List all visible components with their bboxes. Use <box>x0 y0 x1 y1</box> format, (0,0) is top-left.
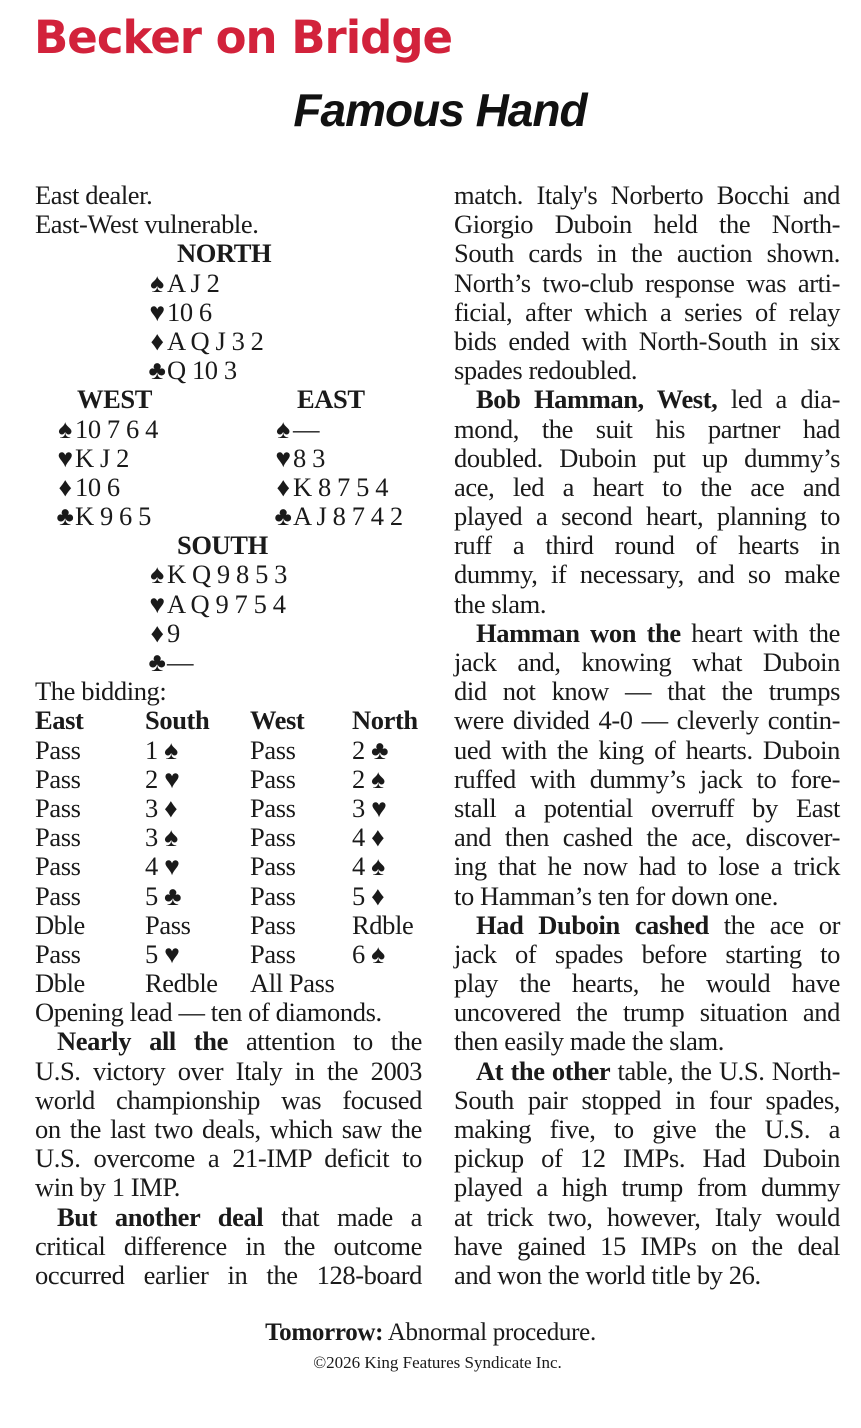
n-clubs-cards: Q 10 3 <box>167 355 237 386</box>
bid-cell: 1 ♠ <box>145 734 178 765</box>
west-label: WEST <box>77 384 152 415</box>
bid-cell: 4 ♥ <box>145 851 180 882</box>
w-diamonds-cards: 10 6 <box>75 471 120 502</box>
bid-cell: 2 ♣ <box>352 734 389 765</box>
e-hearts-holding <box>273 444 325 473</box>
body-text-line <box>454 1144 840 1173</box>
body-text-line <box>454 998 840 1027</box>
south-hearts-line <box>35 590 422 619</box>
bidding-row <box>35 823 422 852</box>
body-text: spades redoubled. <box>454 355 638 386</box>
bid-cell: Pass <box>250 734 296 765</box>
body-text: were divided 4-0 — cleverly contin- <box>454 705 840 736</box>
s-spades-holding <box>147 560 287 589</box>
body-text: bids ended with North-South in six <box>454 325 840 356</box>
hearts-suit-icon: ♥ <box>149 296 165 327</box>
opening-lead-line <box>35 998 422 1027</box>
paragraph-lead-in: But another deal <box>57 1201 264 1232</box>
body-text-line <box>35 1115 422 1144</box>
bid-cell: 3 ♠ <box>145 822 178 853</box>
bid-cell: Pass <box>35 938 81 969</box>
north-clubs-line <box>35 356 422 385</box>
dealer-text: East dealer. <box>35 180 153 210</box>
body-text-line <box>35 1261 422 1290</box>
body-text: table, the U.S. North- <box>610 1055 841 1086</box>
body-text: at trick two, however, Italy would <box>454 1201 840 1232</box>
body-text: making five, to give the U.S. a <box>454 1114 840 1144</box>
east-label: EAST <box>297 384 365 415</box>
body-text-line <box>454 502 840 531</box>
west-east-hearts-line <box>35 444 422 473</box>
clubs-suit-icon: ♣ <box>274 501 292 532</box>
west-east-spades-line <box>35 415 422 444</box>
paragraph-lead-in: Hamman won the <box>476 617 681 648</box>
body-text: then easily made the slam. <box>454 1026 724 1057</box>
body-text: South cards in the auction shown. <box>454 238 840 269</box>
body-text: played a second heart, planning to <box>454 501 840 532</box>
n-spades-cards: A J 2 <box>167 267 220 298</box>
body-text-line <box>454 648 840 677</box>
bid-cell: Rdble <box>352 909 414 940</box>
bidding-header-east: East <box>35 705 84 736</box>
bid-cell: Dble <box>35 909 85 940</box>
bid-cell: 3 ♦ <box>145 792 178 823</box>
n-diamonds-holding <box>147 327 264 356</box>
body-text: did not know — that the trumps <box>454 676 840 707</box>
body-text: North’s two-club response was arti- <box>454 267 840 298</box>
paragraph-lead-in: Bob Hamman, West, <box>476 384 718 415</box>
body-text-line <box>454 882 840 911</box>
body-text-line <box>454 1232 840 1261</box>
paragraph-lead-in: At the other <box>476 1055 611 1086</box>
body-text-line <box>454 531 840 560</box>
south-clubs-line <box>35 648 422 677</box>
spades-suit-icon: ♠ <box>150 267 164 298</box>
body-text-line <box>35 1232 422 1261</box>
bid-cell: Pass <box>250 909 296 940</box>
body-text-line <box>35 1173 422 1202</box>
w-diamonds-holding <box>55 473 120 502</box>
bid-cell: All Pass <box>250 968 335 999</box>
body-text-line <box>454 385 840 414</box>
s-diamonds-holding <box>147 619 180 648</box>
s-clubs-holding <box>147 648 193 677</box>
body-text-line <box>35 1144 422 1173</box>
body-text: ing that he now had to lose a trick <box>454 851 840 882</box>
west-east-label-line <box>35 385 422 414</box>
body-text-line <box>454 181 840 210</box>
bidding-header-north: North <box>352 705 418 736</box>
dealer-line <box>35 181 422 210</box>
left-column <box>35 181 422 1290</box>
body-text: jack and, knowing what Duboin <box>454 647 840 677</box>
spades-suit-icon: ♠ <box>58 413 72 444</box>
s-clubs-cards: — <box>167 647 194 677</box>
diamonds-suit-icon: ♦ <box>150 325 164 356</box>
south-diamonds-line <box>35 619 422 648</box>
body-text-line <box>454 239 840 268</box>
bidding-row <box>35 852 422 881</box>
e-diamonds-cards: K 8 7 5 4 <box>293 471 389 502</box>
body-text: jack of spades before starting to <box>454 938 840 969</box>
body-text: South pair stopped in four spades, <box>454 1084 840 1115</box>
bid-cell: Pass <box>250 763 296 794</box>
clubs-suit-icon: ♣ <box>56 501 74 532</box>
vulnerability-line <box>35 210 422 239</box>
body-text-line <box>454 1173 840 1202</box>
body-text-line <box>454 794 840 823</box>
bid-cell: Pass <box>250 880 296 911</box>
e-clubs-holding <box>273 502 403 531</box>
clubs-suit-icon: ♣ <box>148 647 166 677</box>
paragraph-lead-in: Had Duboin cashed <box>476 909 709 940</box>
e-spades-cards: — <box>293 413 320 444</box>
west-east-diamonds-line <box>35 473 422 502</box>
bid-cell: Redble <box>145 968 218 999</box>
s-diamonds-cards: 9 <box>167 617 180 648</box>
vulnerability-text: East-West vulnerable. <box>35 209 259 240</box>
body-text-line <box>35 1057 422 1086</box>
bidding-row <box>35 882 422 911</box>
body-text-line <box>35 1027 422 1056</box>
body-text: that made a <box>263 1201 423 1232</box>
bid-cell: Dble <box>35 968 85 999</box>
body-text: uncovered the trump situation and <box>454 997 840 1028</box>
body-text: ruff a third round of hearts in <box>454 530 840 561</box>
body-text: pickup of 12 IMPs. Had Duboin <box>454 1143 840 1174</box>
bidding-row <box>35 736 422 765</box>
body-text-line <box>454 327 840 356</box>
body-text-line <box>454 1115 840 1144</box>
bid-cell: 3 ♥ <box>352 792 387 823</box>
body-text-line <box>454 1261 840 1290</box>
west-east-clubs-line <box>35 502 422 531</box>
north-hearts-line <box>35 298 422 327</box>
south-spades-line <box>35 560 422 589</box>
body-text: attention to the <box>227 1026 422 1057</box>
body-text: U.S. victory over Italy in the 2003 <box>35 1055 422 1086</box>
bid-cell: 5 ♥ <box>145 938 180 969</box>
copyright-notice: ©2026 King Features Syndicate Inc. <box>313 1353 562 1372</box>
opening-lead: Opening lead — ten of diamonds. <box>35 997 382 1028</box>
clubs-suit-icon: ♣ <box>148 355 166 386</box>
body-text-line <box>454 560 840 589</box>
north-diamonds-line <box>35 327 422 356</box>
bidding-row <box>35 969 422 998</box>
body-text-line <box>454 706 840 735</box>
body-text-line <box>454 969 840 998</box>
body-text-line <box>35 1086 422 1115</box>
hearts-suit-icon: ♥ <box>275 442 291 473</box>
body-text: the ace or <box>708 909 840 940</box>
bidding-row <box>35 911 422 940</box>
body-text-line <box>454 298 840 327</box>
bid-cell: Pass <box>250 938 296 969</box>
body-text-line <box>454 911 840 940</box>
e-spades-holding <box>273 415 319 444</box>
w-hearts-cards: K J 2 <box>75 442 129 473</box>
south-label: SOUTH <box>177 530 268 561</box>
bid-cell: Pass <box>35 763 81 794</box>
north-label: NORTH <box>177 238 272 269</box>
bid-cell: 4 ♦ <box>352 822 385 853</box>
e-diamonds-holding <box>273 473 388 502</box>
bidding-header-south: South <box>145 705 210 736</box>
hearts-suit-icon: ♥ <box>149 588 165 619</box>
body-text-line <box>454 940 840 969</box>
n-clubs-holding <box>147 356 237 385</box>
s-hearts-cards: A Q 9 7 5 4 <box>167 588 286 619</box>
body-text-line <box>454 590 840 619</box>
body-text: ued with the king of hearts. Duboin <box>454 734 840 765</box>
w-hearts-holding <box>55 444 129 473</box>
bid-cell: Pass <box>250 822 296 853</box>
n-hearts-cards: 10 6 <box>167 296 212 327</box>
bid-cell: 5 ♦ <box>352 880 385 911</box>
n-hearts-holding <box>147 298 212 327</box>
hearts-suit-icon: ♥ <box>57 442 73 473</box>
e-hearts-cards: 8 3 <box>293 442 325 473</box>
body-text-line <box>454 852 840 881</box>
body-text: led a dia- <box>717 384 841 415</box>
bid-cell: 2 ♠ <box>352 763 385 794</box>
south-label-line <box>35 531 422 560</box>
bid-cell: 2 ♥ <box>145 763 180 794</box>
body-text-line <box>454 765 840 794</box>
body-text: played a high trump from dummy <box>454 1172 840 1203</box>
body-text: match. Italy's Norberto Bocchi and <box>454 180 840 210</box>
tomorrow-text: Abnormal procedure. <box>383 1319 596 1346</box>
w-spades-cards: 10 7 6 4 <box>75 413 158 444</box>
body-text-line <box>454 473 840 502</box>
body-text-line <box>454 1057 840 1086</box>
body-text: heart with the <box>680 617 840 648</box>
body-text-line <box>454 1203 840 1232</box>
body-text: U.S. overcome a 21-IMP deficit to <box>35 1143 422 1174</box>
bid-cell: Pass <box>35 851 81 882</box>
body-text-line <box>454 619 840 648</box>
body-text-line <box>454 1086 840 1115</box>
body-text: mond, the suit his partner had <box>454 413 840 444</box>
paragraph-lead-in: Nearly all the <box>57 1026 228 1057</box>
n-diamonds-cards: A Q J 3 2 <box>167 325 264 356</box>
bidding-header-row <box>35 706 422 735</box>
w-clubs-holding <box>55 502 151 531</box>
body-text: to Hamman’s ten for down one. <box>454 880 778 911</box>
bid-cell: 5 ♣ <box>145 880 182 911</box>
body-text: doubled. Duboin put up dummy’s <box>454 442 840 473</box>
diamonds-suit-icon: ♦ <box>58 471 72 502</box>
body-text-line <box>454 444 840 473</box>
body-text: have gained 15 IMPs on the deal <box>454 1230 840 1261</box>
tomorrow-label: Tomorrow: <box>265 1319 384 1346</box>
e-clubs-cards: A J 8 7 4 2 <box>293 501 403 532</box>
body-text: and then cashed the ace, discover- <box>454 822 840 853</box>
body-text-line <box>454 823 840 852</box>
body-text: critical difference in the outcome <box>35 1230 422 1261</box>
body-text: on the last two deals, which saw the <box>35 1114 422 1144</box>
diamonds-suit-icon: ♦ <box>150 617 164 648</box>
bid-cell: Pass <box>250 792 296 823</box>
article-title: Famous Hand <box>293 84 587 136</box>
n-spades-holding <box>147 269 220 298</box>
body-text: Giorgio Duboin held the North- <box>454 209 840 240</box>
spades-suit-icon: ♠ <box>276 413 290 444</box>
body-text-line <box>454 677 840 706</box>
spades-suit-icon: ♠ <box>150 559 164 590</box>
w-clubs-cards: K 9 6 5 <box>75 501 151 532</box>
body-text: ficial, after which a series of relay <box>454 296 840 327</box>
body-text-line <box>454 1027 840 1056</box>
north-spades-line <box>35 269 422 298</box>
body-text: ace, led a heart to the ace and <box>454 471 840 502</box>
body-text-line <box>454 210 840 239</box>
right-column <box>454 181 840 1290</box>
bidding-row <box>35 794 422 823</box>
bid-cell: 6 ♠ <box>352 938 385 969</box>
body-text: play the hearts, he would have <box>454 968 840 999</box>
bidding-row <box>35 765 422 794</box>
north-label-line <box>35 239 422 268</box>
body-text-line <box>35 1203 422 1232</box>
body-text: stall a potential overruff by East <box>454 792 840 823</box>
body-text: dummy, if necessary, and so make <box>454 559 840 590</box>
bid-cell: 4 ♠ <box>352 851 385 882</box>
body-text-line <box>454 736 840 765</box>
w-spades-holding <box>55 415 158 444</box>
bid-cell: Pass <box>145 909 191 940</box>
body-text: world championship was focused <box>35 1084 422 1115</box>
body-text-line <box>454 356 840 385</box>
bid-cell: Pass <box>250 851 296 882</box>
body-text: and won the world title by 26. <box>454 1259 761 1290</box>
diamonds-suit-icon: ♦ <box>276 471 290 502</box>
body-text: ruffed with dummy’s jack to fore- <box>454 763 840 794</box>
s-spades-cards: K Q 9 8 5 3 <box>167 559 287 590</box>
body-text: occurred earlier in the 128-board <box>35 1259 422 1290</box>
column-masthead: Becker on Bridge <box>34 11 453 64</box>
bid-cell: Pass <box>35 734 81 765</box>
bidding-header-west: West <box>250 705 305 736</box>
body-text-line <box>454 269 840 298</box>
bid-cell: Pass <box>35 792 81 823</box>
bidding-intro-line <box>35 677 422 706</box>
bid-cell: Pass <box>35 880 81 911</box>
bidding-intro: The bidding: <box>35 676 167 707</box>
body-text: win by 1 IMP. <box>35 1172 180 1203</box>
bid-cell: Pass <box>35 822 81 853</box>
s-hearts-holding <box>147 590 286 619</box>
bidding-row <box>35 940 422 969</box>
body-text-line <box>454 415 840 444</box>
body-text: the slam. <box>454 588 547 619</box>
tomorrow-teaser <box>0 1318 861 1348</box>
